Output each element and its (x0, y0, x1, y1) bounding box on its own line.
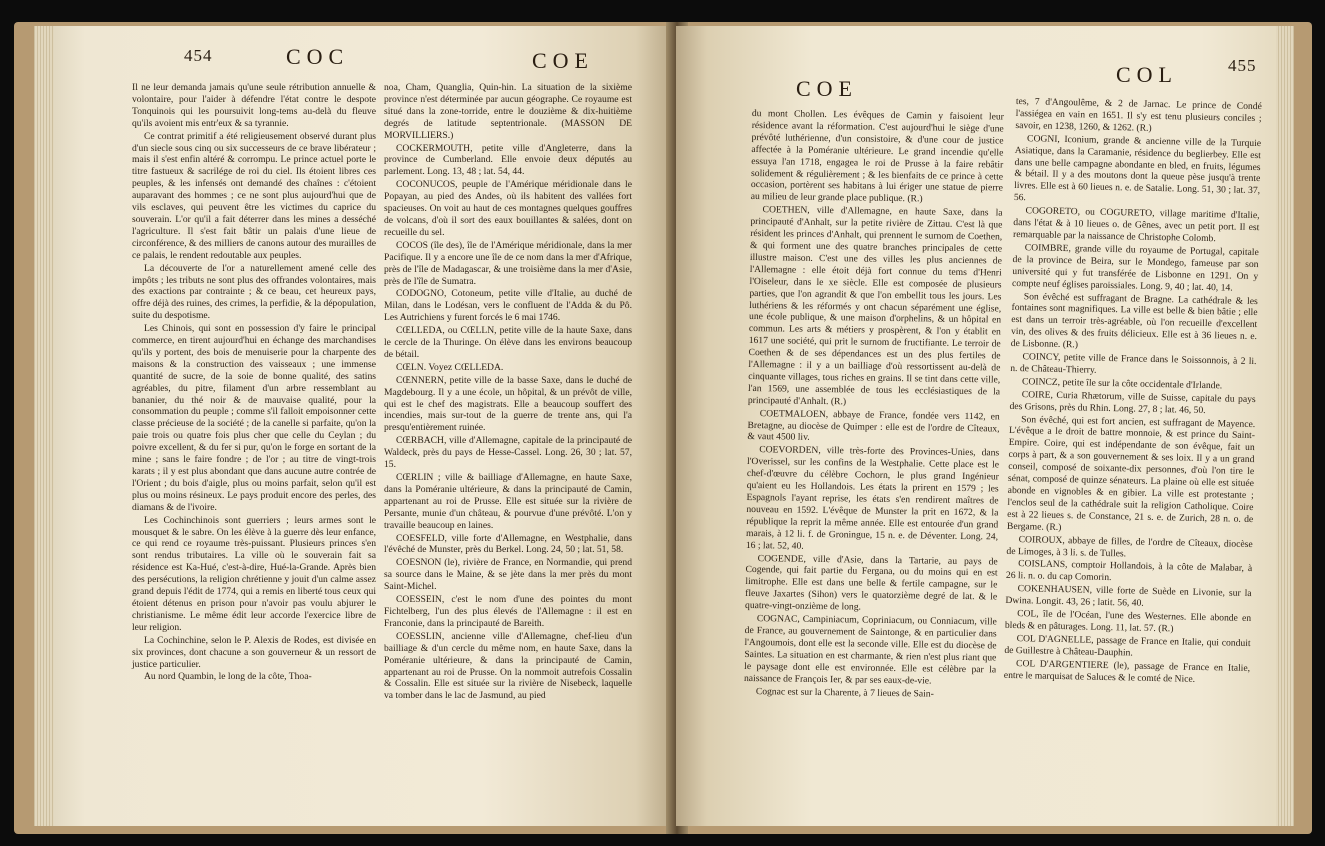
paragraph: COETMALOEN, abbaye de France, fondée vers 1142, en Bretagne, au diocèse de Quimper : elle est de l'ordre de Cîteaux, & vaut 4500 liv. (747, 407, 1000, 444)
paragraph: COGENDE, ville d'Asie, dans la Tartarie, au pays de Cogende, qui fait partie du Fergana, ou du moins qui en est limitrophe. Elle est dans une belle & fertile campagne, sur le fleuve Jaxartes (Sihon) vers le quatorzième degré de lat. & le quatre-vingt-onzième de long. (744, 552, 998, 613)
paragraph: COINCZ, petite île sur la côte occidentale d'Irlande. (1021, 376, 1223, 392)
right-page (676, 26, 1294, 826)
paragraph: La Cochinchine, selon le P. Alexis de Rodes, est divisée en six provinces, dont chacune a son gouverneur & un ressort de justice particulier. (132, 634, 376, 670)
paragraph: COL D'AGNELLE, passage de France en Italie, qui conduit de Guillestre à Château-Dauphin. (1004, 633, 1251, 659)
paragraph: COKENHAUSEN, ville forte de Suède en Livonie, sur la Dwina. Longit. 43, 26 ; latit. 56, 40. (1005, 583, 1252, 609)
paragraph: COL D'ARGENTIERE (le), passage de France en Italie, entre le marquisat de Saluces & le comté de Nice. (1003, 657, 1251, 685)
running-head-left: COC (286, 44, 350, 69)
page-number: 454 (184, 46, 213, 65)
left-page (34, 26, 674, 826)
paragraph: CŒLN. Voyez CŒLLEDA. (396, 361, 504, 373)
paragraph: Son évêché, qui est fort ancien, est suffragant de Mayence. L'évêque a le droit de battre monnoie, & est prince du Saint-Empire. Coire, qui est indépendante de son évêque, fait un corps à part, & a son gouvernement & ses loix. Il y a un grand conseil, composé de soixante-dix personnes, d'où l'on tire le sénat, composé de quinze sénateurs. La plaine où elle est située abonde en vignobles & en gibier. La ville est protestante ; l'enclos seul de la cathédrale suit la religion Catholique. Coire est à 22 lieues s. de Constance, 21 s. e. de Zurich, 28 n. o. de Bergame. (R.) (1006, 413, 1256, 533)
text-column-left (744, 108, 1004, 702)
text-column-right (384, 82, 632, 703)
paragraph: Les Chinois, qui sont en possession d'y faire le principal commerce, en tirent aujourd'hui en échange des marchandises qu'ils y portent, des bois de menuiserie pour la charpente des maisons & la construction des vaisseaux ; une immense quantité de sucre, de la soie de bonne qualité, des satins agréables, du pitre, filament d'un arbre ressemblant au bananier, du thé noir & de mauvaise qualité, pour la consommation du peuple ; comme s'il falloit empoisonner cette classe précieuse de la société ; de la canelle si parfaite, qu'on la paie trois ou quatre fois plus cher que celle du Ceylan ; du poivre excellent, & du fer si pur, qu'on le forge en sortant de la mine ; sans le faire fondre ; de l'or ; au titre de vingt-trois karats ; il y est plus abondant que dans aucune autre contrée de l'Orient ; du bois d'aigle, plus ou moins parfait, selon qu'il est plus ou moins résineux. Le pays produit encore des perles, des diamans & de l'ivoire. (132, 323, 376, 513)
paragraph: COCKERMOUTH, petite ville d'Angleterre, dans la province de Cumberland. Elle envoie deux députés au parlement. Long. 13, 48 ; lat. 54, 44. (384, 142, 632, 178)
paragraph: COCOS (île des), île de l'Amérique méridionale, dans la mer Pacifique. Il y a encore une île de ce nom dans la mer d'Afrique, près de l'île de Madagascar, & une troisième dans la mer d'Asie, près de l'île de Sumatra. (384, 239, 632, 287)
paragraph: CODOGNO, Cotoneum, petite ville d'Italie, au duché de Milan, dans le Lodésan, vers le confluent de l'Adda & du Pô. Les Autrichiens y furent forcés le 6 mai 1746. (384, 288, 632, 324)
running-head-center: COE (532, 48, 594, 73)
page-edge-stack (1276, 26, 1294, 826)
page-number: 455 (1228, 56, 1257, 75)
paragraph: COESFELD, ville forte d'Allemagne, en Westphalie, dans l'évêché de Munster, près du Berkel. Long. 24, 50 ; lat. 51, 58. (384, 532, 632, 556)
text-column-left (132, 82, 376, 684)
running-head-right: COL (1116, 62, 1178, 87)
paragraph: CŒLLEDA, ou CŒLLN, petite ville de la haute Saxe, dans le cercle de la Thuringe. On élève dans les environs beaucoup de bétail. (384, 325, 632, 360)
paragraph: COISLANS, comptoir Hollandois, à la côte de Malabar, à 26 li. n. o. du cap Comorin. (1005, 558, 1253, 584)
paragraph: COINCY, petite ville de France dans le Soissonnois, à 2 li. n. de Château-Thierry. (1010, 351, 1257, 376)
paragraph: COESSLIN, ancienne ville d'Allemagne, chef-lieu d'un bailliage & d'un cercle du même nom, en haute Saxe, dans la Poméranie ultérieure, & dans la principauté de Camin, appartenant au roi de Prusse. On la nommoit autrefois Cossalin & Cossalin. Elle est située sur la rivière de Nisebeck, laquelle va tomber dans le lac de Jasmund, au pied (384, 630, 632, 702)
paragraph: COGORETO, ou COGURETO, village maritime d'Italie, dans l'état & à 10 lieues o. de Gênes, avec un petit port. Il est remarquable par la naissance de Christophe Colomb. (1012, 205, 1260, 245)
paragraph: COETHEN, ville d'Allemagne, en haute Saxe, dans la principauté d'Anhalt, sur la petite rivière de Zittau. C'est là que résident les princes d'Anhalt, qui prennent le surnom de Coethen, & qui forment une des quatre branches principales de cette illustre maison. C'est une des villes les plus anciennes de l'Allemagne : elle étoit déjà fort connue du tems d'Henri l'Oiseleur, dans le xe siècle. Elle est composée de plusieurs parties, que l'on agrandit & que l'on embellit tous les jours. Les luthériens & les réformés y ont chacun séparément une église, une école publique, & une maison d'orphelins, & un hôpital en commun. Les arts & métiers y prospèrent, & l'on y établit en 1617 une société, qui prit le surnom de fructifiante. Le terroir de Coethen & de ses dépendances est un des plus fertiles de l'Allemagne : il y a un bailliage d'où ressortissent au-delà de cinquante villages, tous riches en grains. Il se tint dans cette ville, l'an 1569, une assemblée de tous les ecclésiastiques de la principauté d'Anhalt. (R.) (747, 204, 1003, 408)
paragraph: COCONUCOS, peuple de l'Amérique méridionale dans le Popayan, au pied des Andes, où ils habitent des vallées fort spacieuses. On voit au haut de ces montagnes quelques gouffres de volcans, d'où il sort des eaux bouillantes & salées, dont on recueille du sel. (384, 179, 632, 238)
paragraph: CŒNNERN, petite ville de la basse Saxe, dans le duché de Magdebourg. Il y a une école, un hôpital, & un prévôt de ville, qui est le chef des magistrats. Elle a beaucoup souffert des incendies, mais sur-tout de la guerre de trente ans, qui l'a presqu'entièrement ruinée. (384, 374, 632, 434)
paragraph: tes, 7 d'Angoulême, & 2 de Jarnac. Le prince de Condé l'assiégea en vain en 1651. Il s'y est tenu plusieurs conciles ; savoir, en 1238, 1260, & 1262. (R.) (1015, 96, 1262, 134)
paragraph: COIRE, Curia Rhætorum, ville de Suisse, capitale du pays des Grisons, près du Rhin. Long. 27, 8 ; lat. 46, 50. (1009, 388, 1256, 416)
paragraph: Son évêché est suffragant de Bragne. La cathédrale & les fontaines sont magnifiques. La ville est belle & bien bâtie ; elle est dans un terroir très-agréable, où l'on recueille d'excellent vin, des olives & des fruits délicieux. Elle est à 36 lieues n. e. de Lisbonne. (R.) (1010, 290, 1258, 351)
running-head-left: COE (796, 76, 858, 101)
paragraph: CŒRLIN ; ville & bailliage d'Allemagne, en haute Saxe, dans la Poméranie ultérieure, & dans la principauté de Camin, appartenant au roi de Prusse. Elle est située sur la rivière de Persante, munie d'un château, & pourvue d'une prévôté. L'on y travaille beaucoup en laines. (384, 472, 632, 531)
paragraph: COESSEIN, c'est le nom d'une des pointes du mont Fichtelberg, l'un des plus élevés de l'Allemagne : il est en Franconie, dans la principauté de Bareith. (384, 594, 632, 629)
paragraph: COGNI, Iconium, grande & ancienne ville de la Turquie Asiatique, dans la Caramanie, résidence du beglierbey. Elle est dans une belle campagne abondante en bled, en fruits, légumes & bétail. Il y a des moutons dont la queue pèse jusqu'à trente livres. Elle est à 60 lieues n. e. de Satalie. Long. 51, 30 ; lat. 37, 56. (1013, 132, 1262, 204)
paragraph: COL, île de l'Océan, l'une des Westernes. Elle abonde en bleds & en pâturages. Long. 11, lat. 57. (R.) (1004, 608, 1252, 635)
paragraph: noa, Cham, Quanglia, Quin-hin. La situation de la sixième province n'est déterminée par aucun géographe. Ce royaume est situé dans la zone-torride, entre le douzième & dix-huitième degrés de latitude septentrionale. (MASSON DE MORVILLIERS.) (384, 82, 632, 141)
paragraph: COEVORDEN, ville très-forte des Provinces-Unies, dans l'Overissel, sur les confins de la Westphalie. Cette place est le chef-d'œuvre du célèbre Cochorn, le plus grand Ingénieur qu'aient eu les Hollandois. Les états la prirent en 1579 ; les Espagnols l'ayant reprise, les états s'en rendirent maîtres de nouveau en 1592. L'évêque de Munster la prit en 1672, & la république la reprit la même année. Elle est entourée d'un grand marais, à 12 li. f. de Groningue, 15 n. e. de Déventer. Long. 24, 16 ; lat. 52, 40. (745, 444, 1000, 552)
paragraph: La découverte de l'or a naturellement amené celle des impôts ; les tributs ne sont plus des offrandes volontaires, mais des exactions par contrainte ; & ce beau, cet heureux pays, offre déjà des ruines, des crimes, la perfidie, & la dépopulation, suite du despotisme. (132, 262, 376, 322)
paragraph: Au nord Quambin, le long de la côte, Thoa- (144, 671, 312, 683)
text-column-right (1004, 96, 1262, 688)
paragraph: Il ne leur demanda jamais qu'une seule rétribution annuelle & volontaire, pour l'aider à défendre l'état contre le despote Tonquinois qui les poursuivit long-tems au-delà du fleuve qu'ils avoient mis entr'eux & sa tyrannie. (132, 82, 376, 129)
paragraph: COESNON (le), rivière de France, en Normandie, qui prend sa source dans le Maine, & se jète dans la mer près du mont Saint-Michel. (384, 557, 632, 593)
paragraph: Les Cochinchinois sont guerriers ; leurs armes sont le mousquet & le sabre. On les élève à la guerre dès leur enfance, ce qui rend ce royaume très-puissant. Plusieurs princes s'en sont rendus tributaires. La ville où le souverain fait sa résidence est Ka-Hué, c'est-à-dire, Hué-la-Grande. Après bien des persécutions, la religion chrétienne y jouit d'un calme assez grand depuis l'édit de 1774, qui a remis en liberté tous ceux qui étoient détenus en prison pour n'avoir pas voulu abjurer le christianisme. Le même édit leur accorde l'exercice libre de leur religion. (132, 514, 376, 633)
paragraph: Cognac est sur la Charente, à 7 lieues de Sain- (755, 685, 934, 700)
open-book (14, 22, 1312, 834)
paragraph: Ce contrat primitif a été religieusement observé durant plus d'un siecle sous cinq ou six successeurs de ce brave libérateur ; mais il s'est enfin altéré & corrompu. Le prince actuel porte le titre fastueux & sacrilége de roi du ciel. Ils étoient libres ces peuples, & les infensés ont demandé des chaînes : c'étoient auparavant des hommes ; ce ne sont plus aujourd'hui que de vils esclaves, qui peuvent être les victimes du caprice du souverain. L'or qu'il a fait déterrer dans les mines a desséché l'agriculture. Il s'est fait bâtir un palais d'une lieue de circonférence, & des milliers de canons autour des murailles de ce palais, le rendent redoutable aux peuples. (132, 130, 376, 261)
paragraph: COGNAC, Campiniacum, Copriniacum, ou Conniacum, ville de France, au gouvernement de Saintonge, & en particulier dans l'Angoumois, dont elle est la seconde ville. Elle est du diocèse de Saintes. La situation en est charmante, & rien n'est plus riant que le paysage dont elle est environnée. Elle est célèbre par la naissance de François Ier, & par ses eaux-de-vie. (743, 613, 997, 687)
page-edge-stack (34, 26, 54, 826)
paragraph: du mont Chollen. Les évêques de Camin y faisoient leur résidence avant la réformation. C'est aujourd'hui le siège d'une prévôté luthérienne, d'un consistoire, & d'une cour de justice affectée à la Poméranie ultérieure. Le grand incendie qu'elle essuya l'an 1718, engagea le roi de Prusse à la faire rebâtir solidement & régulièrement ; & les bienfaits de ce prince à cette occasion, portèrent ses habitans à lui ériger une statue de pierre au milieu de leur grande place publique. (R.) (750, 108, 1004, 205)
paragraph: COIROUX, abbaye de filles, de l'ordre de Cîteaux, diocèse de Limoges, à 3 li. s. de Tulles. (1006, 533, 1253, 559)
paragraph: CŒRBACH, ville d'Allemagne, capitale de la principauté de Waldeck, près du pays de Hesse-Cassel. Long. 26, 30 ; lat. 57, 15. (384, 435, 632, 471)
paragraph: COIMBRE, grande ville du royaume de Portugal, capitale de la province de Beira, sur le Mondego, fameuse par son université qui y fut transférée de Lisbonne en 1291. On y compte neuf églises paroissiales. Long. 9, 40 ; lat. 40, 14. (1011, 242, 1259, 294)
